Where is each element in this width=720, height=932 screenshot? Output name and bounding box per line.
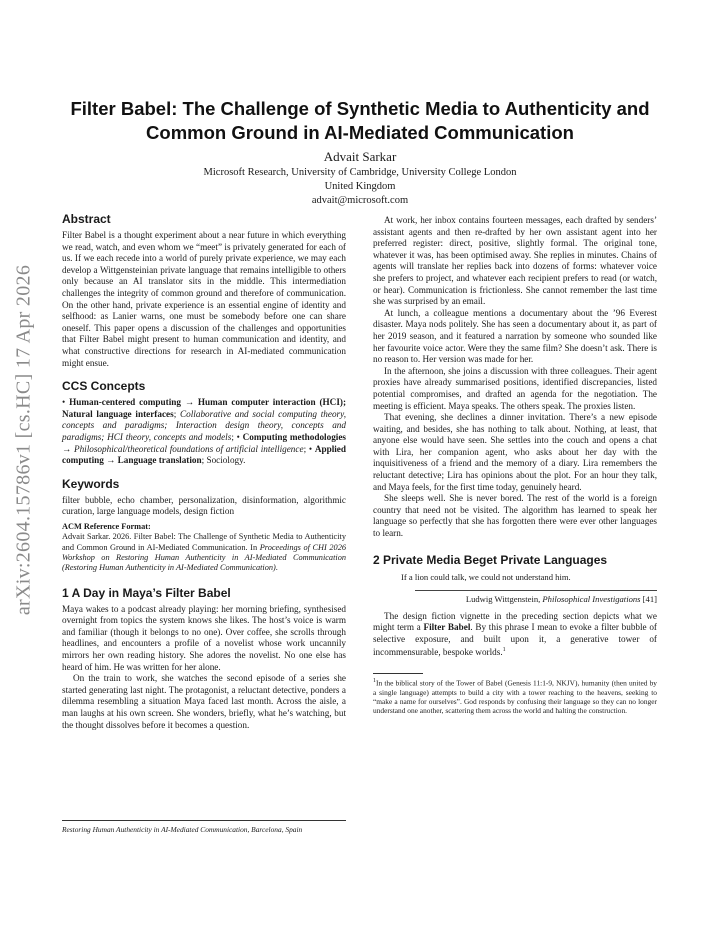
section1-p6: That evening, she declines a dinner invitation. There’s a new episode waiting, and besides, she has nothing to talk about. Nothing, at least, that anyone else would have seen. She settles into the couch and opens a chat with Lira, her companion agent, who asks about her day with the inquisitiveness of a friend and the memory of a diary. Lira remembers the reluctant detective; Lira has opinions about the plot. For an hour they talk, and Maya feels, for the first time today, genuinely heard. xyxy=(373,412,657,492)
ccs-computing: Computing methodologies xyxy=(242,431,346,442)
footnote-rule xyxy=(373,673,423,674)
ccs-collab: Collaborative and social computing theory, concepts and paradigms; Interaction design theory, concepts and paradigms; HCI theory, concepts and models xyxy=(62,408,346,442)
author-country: United Kingdom xyxy=(324,181,396,192)
footnote-marker: 1 xyxy=(502,647,506,654)
section2-p1 xyxy=(373,611,657,659)
s2p1-a: The design fiction vignette in the preceding section depicts what we might term a xyxy=(373,610,657,633)
ccs-heading: CCS Concepts xyxy=(62,379,146,394)
arxiv-stamp xyxy=(9,0,39,932)
footnote-text: In the biblical story of the Tower of Babel (Genesis 11:1-9, NKJV), humanity (then united by a single language) attempts to build a city with a tower reaching to the heavens, seeking to “make a name for ourselves”. God responds by confusing their language so they can no longer understand one another, scattering them across the world and halting the construction. xyxy=(373,678,657,715)
section1-heading: 1 A Day in Maya’s Filter Babel xyxy=(62,585,231,600)
author-email: advait@microsoft.com xyxy=(311,195,409,206)
section1-p3: At work, her inbox contains fourteen messages, each drafted by senders’ assistant agents and then re-drafted by her own assistant agent into her preferred register: direct, positive, slightly formal. The original tone, whatever it was, has been optimised away. She replies in minutes. Chains of agents will translate her replies back into dozens of forms: whatever voice she prefers to project, and whatever each recipient prefers to read (or watch, or hear). Communication is frictionless. She cannot remember the last time she was surprised by an email. xyxy=(373,215,657,307)
ccs-sep: ; • xyxy=(231,431,243,442)
acm-ref-heading: ACM Reference Format: xyxy=(62,521,151,531)
ccs-philosophical: Philosophical/theoretical foundations of artificial intelligence xyxy=(73,443,304,454)
ccs-text xyxy=(62,397,346,467)
ccs-bullet: • xyxy=(62,397,70,408)
section1-p4: At lunch, a colleague mentions a documentary about the ’96 Everest disaster. Maya nods politely. She has seen a documentary about it, as part of her 2019 season, and it featured a narration by someone who sounded like her favourite voice actor. Were they the same film? She doesn’t ask. There is no reason to. Her version was made for her. xyxy=(373,307,657,365)
section1-p1: Maya wakes to a podcast already playing: her morning briefing, synthesised overnight from topics the system knows she likes. The host’s voice is warm and familiar (though it belongs to no one). Over coffee, she scrolls through headlines, and encounters a profile of a novelist whose work uncannily mirrors her own reading history. She adores the novelist. No one else has heard of him. He was written for her alone. xyxy=(62,603,346,672)
ccs-sep: ; • xyxy=(303,443,315,454)
footnote xyxy=(373,677,657,714)
left-column xyxy=(62,211,347,730)
attrib-ref: [41] xyxy=(640,593,657,604)
keywords-text: filter bubble, echo chamber, personalization, disinformation, algorithmic curation, large language models, design fiction xyxy=(62,494,346,517)
acm-ref-end: . xyxy=(275,563,278,573)
footer-venue: Restoring Human Authenticity in AI-Mediated Communication, Barcelona, Spain xyxy=(62,820,346,834)
ccs-sociology: ; Sociology. xyxy=(201,455,246,466)
epigraph-quote: If a lion could talk, we could not understand him. xyxy=(401,571,571,582)
section1-p7: She sleeps well. She is never bored. The rest of the world is a foreign country that need not be visited. The algorithm has learned to speak her language so perfectly that she has forgotten there were ever other languages to learn. xyxy=(373,493,657,539)
author-name: Advait Sarkar xyxy=(323,149,397,164)
epigraph-rule xyxy=(415,590,657,591)
acm-ref-italic: Proceedings of CHI 2026 Workshop on Restoring Human Authenticity in AI-Mediated Communication (Restoring Human Authenticity in AI-Mediated Communication) xyxy=(62,542,346,573)
acm-ref-text xyxy=(62,532,346,573)
paper-title: Filter Babel: The Challenge of Synthetic Media to Authenticity and Common Ground in AI-Mediated Communication xyxy=(70,98,650,143)
acm-ref-plain: Advait Sarkar. 2026. Filter Babel: The Challenge of Synthetic Media to Authenticity and Common Ground in AI-Mediated Communication. In xyxy=(62,532,346,552)
footnote-mark: 1 xyxy=(373,678,376,685)
attrib-author: Ludwig Wittgenstein, xyxy=(465,593,543,604)
arxiv-stamp-text: arXiv:2604.15786v1 [cs.HC] 17 Apr 2026 xyxy=(12,264,35,616)
author-block xyxy=(60,148,660,208)
right-column xyxy=(373,215,657,715)
section2-heading: 2 Private Media Beget Private Languages xyxy=(373,552,608,567)
ccs-applied: Applied computing → Language translation xyxy=(62,443,346,466)
epigraph-attribution xyxy=(373,594,657,605)
s2p1-bold: Filter Babel xyxy=(423,622,471,633)
author-affiliation: Microsoft Research, University of Cambridge, University College London xyxy=(203,167,517,178)
keywords-heading: Keywords xyxy=(62,476,120,491)
attrib-work: Philosophical Investigations xyxy=(542,593,641,604)
abstract-text: Filter Babel is a thought experiment about a near future in which everything we read, watch, and even whom we “meet” is privately generated for each of us. If we each recede into a world of purely private experience, we may each develop a Wittgensteinian private language that remains intelligible to others only because an AI translator sits in the middle. This intermediation challenges the integrity of common ground and therefore of communication. On the other hand, private experience is an essential engine of identity and selfhood: as Lanier warns, one must be somebody before one can share oneself. This paper opens a discussion of the challenges and opportunities that Filter Babel might present to human communication and identity, and what constructive directions for research in AI-mediated communication might ensue. xyxy=(62,230,346,368)
section1-p2: On the train to work, she watches the second episode of a series she started generating last night. The protagonist, a reluctant detective, ponders a dilemma resembling a situation Maya faced last month. Across the aisle, a man laughs at his own screen. She wonders, briefly, what he’s watching, but the thought dissolves before it becomes a question. xyxy=(62,673,346,730)
ccs-hcc: Human-centered computing → Human computer interaction (HCI); Natural language interfaces xyxy=(62,397,347,419)
ccs-sep: ; xyxy=(173,408,181,419)
abstract-heading: Abstract xyxy=(62,212,111,226)
ccs-arrow: → xyxy=(62,443,74,454)
section1-p5: In the afternoon, she joins a discussion with three colleagues. Their agent proxies have already summarised positions, identified discrepancies, listed potential compromises, and drafted an agenda for the negotiation. The meeting is efficient. Maya speaks. The others speak. The proxies listen. xyxy=(373,365,657,411)
s2p1-b: . By this phrase I mean to evoke a filter bubble of selective exposure, and built upon it, a generative tower of incommensurable, bespoke worlds. xyxy=(373,622,657,658)
